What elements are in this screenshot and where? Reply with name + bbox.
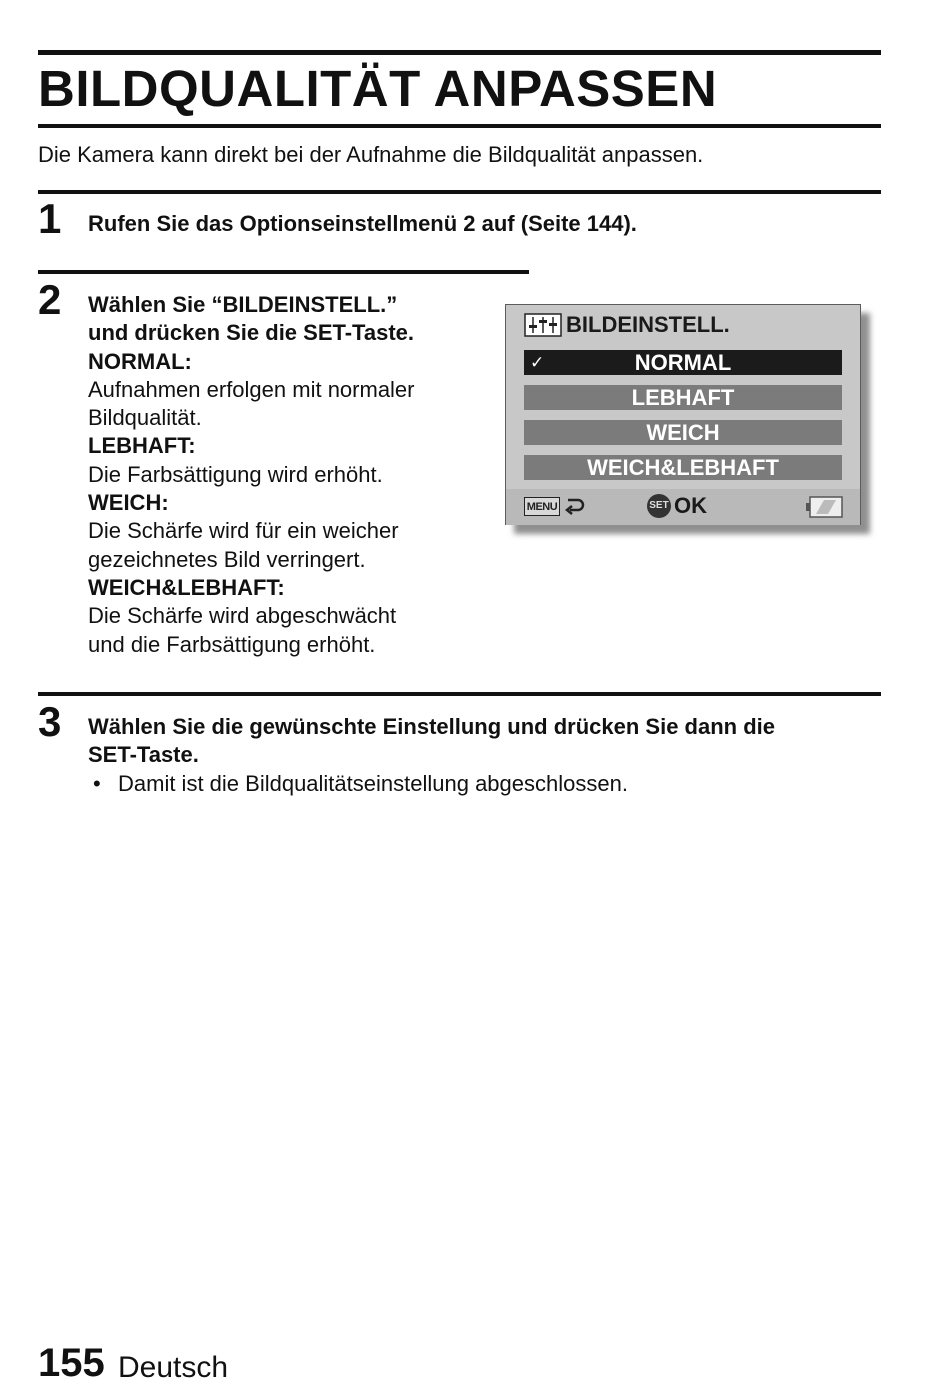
language-label: Deutsch bbox=[118, 1351, 229, 1384]
step-3-bullet-text: Damit ist die Bildqualitätseinstellung abgeschlossen. bbox=[118, 771, 628, 796]
menu-item-lebhaft[interactable] bbox=[524, 385, 842, 410]
menu-title: BILDEINSTELL. bbox=[566, 312, 730, 337]
step-3-instruction-line1: Wählen Sie die gewünschte Einstellung und drücken Sie dann die bbox=[88, 714, 775, 739]
step-2-instruction-line1: Wählen Sie “BILDEINSTELL.” bbox=[88, 292, 398, 317]
step-1-number: 1 bbox=[38, 195, 62, 242]
camera-menu-screen bbox=[505, 304, 861, 525]
step-3-rule bbox=[38, 692, 881, 696]
check-icon: ✓ bbox=[530, 353, 545, 372]
option-weich-lebhaft-desc: Die Schärfe wird abgeschwächt bbox=[88, 603, 397, 629]
option-weich-lebhaft-label: WEICH&LEBHAFT: bbox=[88, 574, 285, 600]
ok-label: OK bbox=[674, 493, 707, 518]
step-2-text bbox=[88, 291, 415, 659]
step-3-bullet bbox=[93, 770, 628, 798]
option-normal-label: NORMAL: bbox=[88, 348, 192, 374]
battery-icon bbox=[806, 496, 844, 518]
image-adjust-icon bbox=[524, 313, 562, 337]
title-underline bbox=[38, 124, 881, 128]
step-1-instruction: Rufen Sie das Optionseinstellmenü 2 auf (Seite 144). bbox=[88, 211, 637, 236]
menu-item-weich-lebhaft[interactable] bbox=[524, 455, 842, 480]
option-weich-lebhaft-desc: und die Farbsättigung erhöht. bbox=[88, 631, 376, 657]
option-normal-desc: Bildqualität. bbox=[88, 405, 202, 431]
page-number: 155 bbox=[38, 1341, 105, 1385]
step-3-instruction-line2: SET-Taste. bbox=[88, 742, 199, 768]
menu-item-normal[interactable] bbox=[524, 350, 842, 375]
menu-header bbox=[524, 311, 730, 339]
option-weich-desc: Die Schärfe wird für ein weicher bbox=[88, 518, 399, 544]
return-arrow-icon bbox=[564, 496, 586, 516]
step-3-text bbox=[88, 713, 775, 770]
step-2-instruction-line2: und drücken Sie die SET-Taste. bbox=[88, 320, 415, 346]
menu-item-weich[interactable] bbox=[524, 420, 842, 445]
intro-text: Die Kamera kann direkt bei der Aufnahme die Bildqualität anpassen. bbox=[38, 142, 704, 167]
option-lebhaft-desc: Die Farbsättigung wird erhöht. bbox=[88, 461, 383, 487]
set-button[interactable]: SET bbox=[647, 494, 671, 518]
menu-button[interactable]: MENU bbox=[524, 497, 560, 516]
step-2-number: 2 bbox=[38, 276, 62, 323]
option-weich-label: WEICH: bbox=[88, 490, 169, 516]
option-normal-desc: Aufnahmen erfolgen mit normaler bbox=[88, 376, 415, 402]
top-rule bbox=[38, 50, 881, 55]
menu-footer bbox=[506, 489, 860, 525]
option-lebhaft-label: LEBHAFT: bbox=[88, 433, 196, 459]
bullet-dot: • bbox=[93, 771, 101, 796]
step-1-text bbox=[88, 210, 637, 238]
menu-item-label: NORMAL bbox=[634, 350, 732, 375]
menu-item-label: WEICH bbox=[646, 420, 720, 445]
option-weich-desc: gezeichnetes Bild verringert. bbox=[88, 546, 366, 572]
step-2-rule bbox=[38, 270, 529, 274]
step-1-rule bbox=[38, 190, 881, 194]
page-title: BILDQUALITÄT ANPASSEN bbox=[38, 60, 718, 117]
menu-item-label: WEICH&LEBHAFT bbox=[587, 455, 779, 480]
menu-item-label: LEBHAFT bbox=[631, 385, 735, 410]
step-3-number: 3 bbox=[38, 698, 62, 745]
